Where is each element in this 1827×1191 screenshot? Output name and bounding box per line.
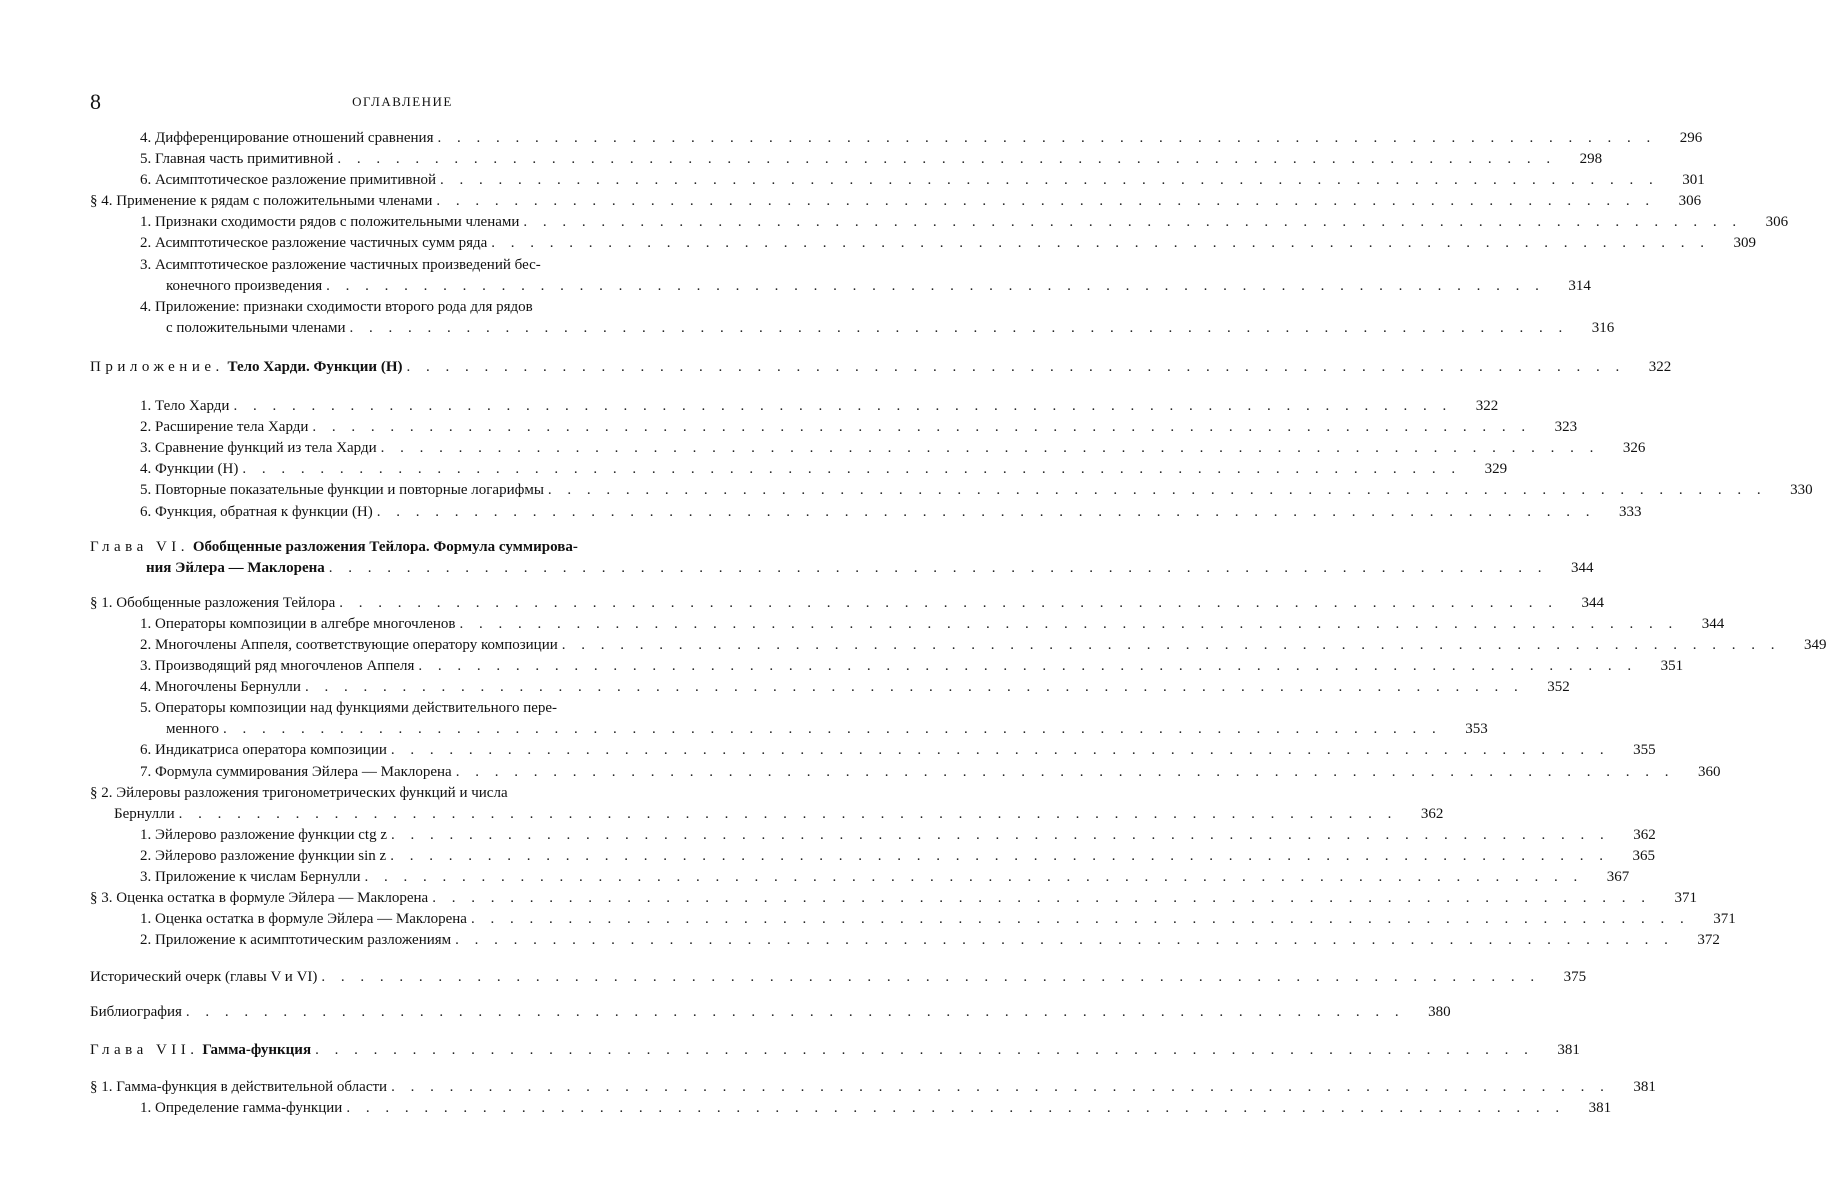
toc-entry-title: 2. Расширение тела Харди — [140, 419, 309, 436]
toc-entry-page: 344 — [1701, 615, 1725, 632]
toc-entry-page: 309 — [1733, 235, 1757, 252]
toc-entry-title: 6. Функция, обратная к функции (H) — [140, 503, 373, 520]
toc-entry[interactable] — [90, 212, 1789, 233]
toc-entry-page: 298 — [1579, 151, 1603, 168]
toc-entry-page: 362 — [1420, 805, 1444, 822]
toc-entry[interactable] — [90, 930, 1720, 951]
dot-leader: . . . . . . . . . . . . . . . . . . . . . . . . . . . . . . . . . . . . . . . . . . . . . . . . . . . . . . . . . . . . . . . — [390, 742, 1610, 759]
toc-entry-title: 2. Асимптотическое разложение частичных сумм ряда — [140, 235, 488, 252]
toc-entry[interactable] — [90, 825, 1656, 846]
toc-entry-title: Бернулли — [114, 805, 175, 822]
toc-entry[interactable] — [90, 867, 1630, 888]
toc-entry-page: 344 — [1581, 594, 1604, 611]
toc-entry[interactable] — [90, 909, 1736, 930]
toc-entry-title: 2. Приложение к асимптотическим разложениям — [140, 932, 452, 949]
toc-entry-title: Исторический очерк (главы V и VI) — [90, 969, 318, 986]
toc-entry-title: 5. Операторы композиции над функциями действительного пере- — [140, 700, 558, 717]
toc-entry-title: § 1. Обобщенные разложения Тейлора — [90, 594, 336, 611]
toc-entry[interactable] — [90, 502, 1642, 523]
toc-entry[interactable] — [90, 480, 1813, 501]
dot-leader: . . . . . . . . . . . . . . . . . . . . . . . . . . . . . . . . . . . . . . . . . . . . . . . . . . . . . . . . . . . . . . . — [406, 358, 1626, 375]
dot-leader: . . . . . . . . . . . . . . . . . . . . . . . . . . . . . . . . . . . . . . . . . . . . . . . . . . . . . . . . . . . . . . . — [222, 721, 1442, 738]
toc-entry-title: § 3. Оценка остатка в формуле Эйлера — Маклорена — [90, 890, 429, 907]
toc-entry-page: 333 — [1619, 503, 1642, 520]
toc-entry-title: 7. Формула суммирования Эйлера — Маклорена — [140, 763, 452, 780]
toc-entry[interactable] — [90, 635, 1827, 656]
toc-entry-title: 3. Производящий ряд многочленов Аппеля — [140, 658, 415, 675]
page-number: 8 — [90, 89, 101, 114]
toc-section[interactable] — [90, 1077, 1656, 1098]
toc-entry[interactable] — [90, 740, 1656, 761]
toc-entry-title: 3. Сравнение функций из тела Харди — [140, 440, 377, 457]
toc-entry-title: 2. Многочлены Аппеля, соответствующие оператору композиции — [140, 636, 558, 653]
toc-entry-page: 355 — [1633, 742, 1656, 759]
dot-leader: . . . . . . . . . . . . . . . . . . . . . . . . . . . . . . . . . . . . . . . . . . . . . . . . . . . . . . . . . . . . . . . — [391, 1078, 1610, 1095]
toc-entry-title: 6. Асимптотическое разложение примитивной — [140, 172, 437, 189]
toc-entry[interactable] — [90, 614, 1725, 635]
chapter-title: Гамма-функция — [202, 1041, 312, 1058]
toc-section[interactable] — [90, 191, 1702, 212]
dot-leader: . . . . . . . . . . . . . . . . . . . . . . . . . . . . . . . . . . . . . . . . . . . . . . . . . . . . . . . . . . . . . . . — [437, 130, 1657, 146]
toc-entry-title: менного — [166, 721, 219, 738]
toc-entry-title: 1. Определение гамма-функции — [140, 1099, 343, 1116]
toc-entry-page: 322 — [1475, 398, 1499, 415]
toc-entry-page: 381 — [1633, 1078, 1656, 1095]
chapter-label: Глава VII. — [90, 1041, 199, 1058]
chapter-title: Обобщенные разложения Тейлора. Формула суммирова- — [192, 538, 578, 555]
dot-leader: . . . . . . . . . . . . . . . . . . . . . . . . . . . . . . . . . . . . . . . . . . . . . . . . . . . . . . . . . . . . . . . — [523, 214, 1743, 231]
toc-entry-title: Библиография — [90, 1004, 182, 1021]
dot-leader: . . . . . . . . . . . . . . . . . . . . . . . . . . . . . . . . . . . . . . . . . . . . . . . . . . . . . . . . . . . . . . . — [315, 1041, 1534, 1058]
toc-entry-page: 349 — [1804, 636, 1827, 653]
toc-section[interactable] — [90, 593, 1604, 614]
chapter-title-continued: ния Эйлера — Маклорена — [146, 559, 325, 576]
toc-entry-title: § 1. Гамма-функция в действительной области — [90, 1078, 388, 1095]
toc-chapter-continuation[interactable] — [90, 558, 1594, 579]
toc-entry[interactable] — [90, 170, 1705, 191]
toc-entry-title: 4. Многочлены Бернулли — [140, 679, 301, 696]
toc-entry[interactable] — [90, 438, 1646, 459]
toc-entry-page: 326 — [1622, 440, 1646, 457]
toc-entry-title: 6. Индикатриса оператора композиции — [140, 742, 387, 759]
toc-entry-title: 1. Операторы композиции в алгебре многочленов — [140, 615, 456, 632]
toc-entry-page: 316 — [1591, 319, 1615, 336]
dot-leader: . . . . . . . . . . . . . . . . . . . . . . . . . . . . . . . . . . . . . . . . . . . . . . . . . . . . . . . . . . . . . . . — [380, 440, 1600, 457]
toc-entry-page: 375 — [1563, 969, 1587, 986]
toc-chapter[interactable] — [90, 537, 715, 558]
toc-entry-continuation[interactable] — [90, 276, 1591, 297]
toc-entry[interactable] — [90, 233, 1757, 254]
toc-entry-page: 371 — [1674, 890, 1697, 907]
appendix-label: Приложение. — [90, 358, 224, 375]
toc-entry-page: 352 — [1547, 679, 1570, 696]
toc-entry-page: 329 — [1484, 461, 1508, 478]
dot-leader: . . . . . . . . . . . . . . . . . . . . . . . . . . . . . . . . . . . . . . . . . . . . . . . . . . . . . . . . . . . . . . . — [432, 890, 1651, 907]
dot-leader: . . . . . . . . . . . . . . . . . . . . . . . . . . . . . . . . . . . . . . . . . . . . . . . . . . . . . . . . . . . . . . . — [178, 805, 1398, 822]
toc-section[interactable] — [90, 888, 1697, 909]
dot-leader: . . . . . . . . . . . . . . . . . . . . . . . . . . . . . . . . . . . . . . . . . . . . . . . . . . . . . . . . . . . . . . . — [304, 679, 1524, 696]
toc-historical-note[interactable] — [90, 967, 1587, 988]
appendix-title: Тело Харди. Функции (H) — [227, 358, 403, 375]
chapter-label: Глава VI. — [90, 538, 190, 555]
toc-bibliography[interactable] — [90, 1002, 1451, 1023]
toc-appendix[interactable] — [90, 357, 1672, 378]
dot-leader: . . . . . . . . . . . . . . . . . . . . . . . . . . . . . . . . . . . . . . . . . . . . . . . . . . . . . . . . . . . . . . . — [459, 615, 1679, 632]
dot-leader: . . . . . . . . . . . . . . . . . . . . . . . . . . . . . . . . . . . . . . . . . . . . . . . . . . . . . . . . . . . . . . . — [561, 636, 1781, 653]
toc-entry-page: 380 — [1428, 1004, 1451, 1021]
toc-entry-page: 353 — [1465, 721, 1488, 738]
toc-entry[interactable] — [90, 417, 1578, 438]
toc-entry-page: 381 — [1557, 1041, 1580, 1058]
dot-leader: . . . . . . . . . . . . . . . . . . . . . . . . . . . . . . . . . . . . . . . . . . . . . . . . . . . . . . . . . . . . . . . — [349, 319, 1569, 336]
dot-leader: . . . . . . . . . . . . . . . . . . . . . . . . . . . . . . . . . . . . . . . . . . . . . . . . . . . . . . . . . . . . . . . — [470, 911, 1690, 928]
toc-entry-continuation[interactable] — [90, 318, 1615, 339]
toc-entry-page: 301 — [1682, 172, 1705, 189]
toc-entry-title: § 2. Эйлеровы разложения тригонометрических функций и числа — [90, 784, 508, 801]
toc-entry-page: 330 — [1790, 482, 1813, 499]
toc-entry-page: 322 — [1648, 358, 1672, 375]
toc-entry[interactable] — [90, 128, 1703, 149]
toc-entry-title: 5. Повторные показательные функции и повторные логарифмы — [140, 482, 544, 499]
toc-entry[interactable] — [90, 297, 715, 318]
dot-leader: . . . . . . . . . . . . . . . . . . . . . . . . . . . . . . . . . . . . . . . . . . . . . . . . . . . . . . . . . . . . . . . — [321, 969, 1541, 986]
running-title: ОГЛАВЛЕНИЕ — [352, 94, 453, 109]
toc-entry[interactable] — [90, 762, 1721, 783]
dot-leader: . . . . . . . . . . . . . . . . . . . . . . . . . . . . . . . . . . . . . . . . . . . . . . . . . . . . . . . . . . . . . . . — [326, 277, 1545, 294]
toc-entry-page: 306 — [1765, 214, 1789, 231]
toc-entry-title: 2. Эйлерово разложение функции sin z — [140, 847, 387, 864]
dot-leader: . . . . . . . . . . . . . . . . . . . . . . . . . . . . . . . . . . . . . . . . . . . . . . . . . . . . . . . . . . . . . . . — [418, 658, 1638, 675]
toc-chapter[interactable] — [90, 1040, 1580, 1061]
toc-entry-title: конечного произведения — [166, 277, 323, 294]
dot-leader: . . . . . . . . . . . . . . . . . . . . . . . . . . . . . . . . . . . . . . . . . . . . . . . . . . . . . . . . . . . . . . . — [455, 932, 1674, 949]
toc-entry[interactable] — [90, 149, 1603, 170]
toc-entry[interactable] — [90, 677, 1570, 698]
toc-section-continuation[interactable] — [90, 804, 1444, 825]
dot-leader: . . . . . . . . . . . . . . . . . . . . . . . . . . . . . . . . . . . . . . . . . . . . . . . . . . . . . . . . . . . . . . . — [328, 559, 1548, 576]
table-of-contents — [90, 128, 1827, 1119]
toc-entry-page: 360 — [1697, 763, 1721, 780]
toc-entry-page: 344 — [1571, 559, 1594, 576]
toc-entry-page: 323 — [1554, 419, 1578, 436]
dot-leader: . . . . . . . . . . . . . . . . . . . . . . . . . . . . . . . . . . . . . . . . . . . . . . . . . . . . . . . . . . . . . . . — [455, 763, 1675, 780]
toc-entry-title: 1. Эйлерово разложение функции ctg z — [140, 826, 388, 843]
dot-leader: . . . . . . . . . . . . . . . . . . . . . . . . . . . . . . . . . . . . . . . . . . . . . . . . . . . . . . . . . . . . . . . — [339, 594, 1558, 611]
toc-entry-title: 3. Асимптотическое разложение частичных произведений бес- — [140, 256, 541, 273]
toc-entry[interactable] — [90, 255, 715, 276]
toc-entry-title: 3. Приложение к числам Бернулли — [140, 869, 361, 885]
toc-entry-page: 314 — [1568, 277, 1591, 294]
dot-leader: . . . . . . . . . . . . . . . . . . . . . . . . . . . . . . . . . . . . . . . . . . . . . . . . . . . . . . . . . . . . . . . — [390, 847, 1609, 864]
toc-entry-title: 4. Приложение: признаки сходимости второго рода для рядов — [140, 298, 533, 315]
toc-entry[interactable] — [90, 846, 1655, 867]
toc-entry-title: § 4. Применение к рядам с положительными членами — [90, 193, 433, 210]
dot-leader: . . . . . . . . . . . . . . . . . . . . . . . . . . . . . . . . . . . . . . . . . . . . . . . . . . . . . . . . . . . . . . . — [491, 235, 1711, 252]
dot-leader: . . . . . . . . . . . . . . . . . . . . . . . . . . . . . . . . . . . . . . . . . . . . . . . . . . . . . . . . . . . . . . . — [185, 1004, 1405, 1021]
dot-leader: . . . . . . . . . . . . . . . . . . . . . . . . . . . . . . . . . . . . . . . . . . . . . . . . . . . . . . . . . . . . . . . — [547, 482, 1767, 499]
dot-leader: . . . . . . . . . . . . . . . . . . . . . . . . . . . . . . . . . . . . . . . . . . . . . . . . . . . . . . . . . . . . . . . — [312, 419, 1532, 436]
toc-entry-page: 372 — [1697, 932, 1720, 949]
dot-leader: . . . . . . . . . . . . . . . . . . . . . . . . . . . . . . . . . . . . . . . . . . . . . . . . . . . . . . . . . . . . . . . — [436, 193, 1656, 210]
dot-leader: . . . . . . . . . . . . . . . . . . . . . . . . . . . . . . . . . . . . . . . . . . . . . . . . . . . . . . . . . . . . . . . — [233, 398, 1453, 415]
dot-leader: . . . . . . . . . . . . . . . . . . . . . . . . . . . . . . . . . . . . . . . . . . . . . . . . . . . . . . . . . . . . . . . — [391, 826, 1610, 843]
toc-entry-continuation[interactable] — [90, 719, 1488, 740]
toc-entry-page: 362 — [1633, 826, 1656, 843]
toc-entry-page: 371 — [1713, 911, 1736, 928]
toc-entry-title: 1. Признаки сходимости рядов с положительными членами — [140, 214, 520, 231]
toc-entry-title: 4. Дифференцирование отношений сравнения — [140, 130, 434, 146]
toc-entry-title: 5. Главная часть примитивной — [140, 151, 334, 168]
toc-entry-page: 306 — [1678, 193, 1702, 210]
toc-entry-title: 1. Тело Харди — [140, 398, 230, 415]
toc-entry-page: 367 — [1606, 869, 1630, 885]
toc-entry[interactable] — [90, 459, 1508, 480]
toc-entry-title: с положительными членами — [166, 319, 346, 336]
toc-entry[interactable] — [90, 396, 1499, 417]
dot-leader: . . . . . . . . . . . . . . . . . . . . . . . . . . . . . . . . . . . . . . . . . . . . . . . . . . . . . . . . . . . . . . . — [364, 869, 1584, 885]
toc-entry[interactable] — [90, 656, 1684, 677]
dot-leader: . . . . . . . . . . . . . . . . . . . . . . . . . . . . . . . . . . . . . . . . . . . . . . . . . . . . . . . . . . . . . . . — [337, 151, 1557, 168]
toc-entry-title: 1. Оценка остатка в формуле Эйлера — Маклорена — [140, 911, 467, 928]
dot-leader: . . . . . . . . . . . . . . . . . . . . . . . . . . . . . . . . . . . . . . . . . . . . . . . . . . . . . . . . . . . . . . . — [242, 461, 1462, 478]
dot-leader: . . . . . . . . . . . . . . . . . . . . . . . . . . . . . . . . . . . . . . . . . . . . . . . . . . . . . . . . . . . . . . . — [440, 172, 1659, 189]
toc-entry[interactable] — [90, 1098, 1612, 1119]
toc-entry-page: 365 — [1632, 847, 1655, 864]
toc-entry[interactable] — [90, 698, 715, 719]
page-header — [90, 88, 715, 116]
toc-section[interactable] — [90, 783, 715, 804]
dot-leader: . . . . . . . . . . . . . . . . . . . . . . . . . . . . . . . . . . . . . . . . . . . . . . . . . . . . . . . . . . . . . . . — [376, 503, 1596, 520]
toc-entry-page: 351 — [1660, 658, 1684, 675]
toc-entry-title: 4. Функции (H) — [140, 461, 239, 478]
dot-leader: . . . . . . . . . . . . . . . . . . . . . . . . . . . . . . . . . . . . . . . . . . . . . . . . . . . . . . . . . . . . . . . — [346, 1099, 1566, 1116]
toc-entry-page: 381 — [1588, 1099, 1612, 1116]
toc-entry-page: 296 — [1679, 130, 1703, 146]
